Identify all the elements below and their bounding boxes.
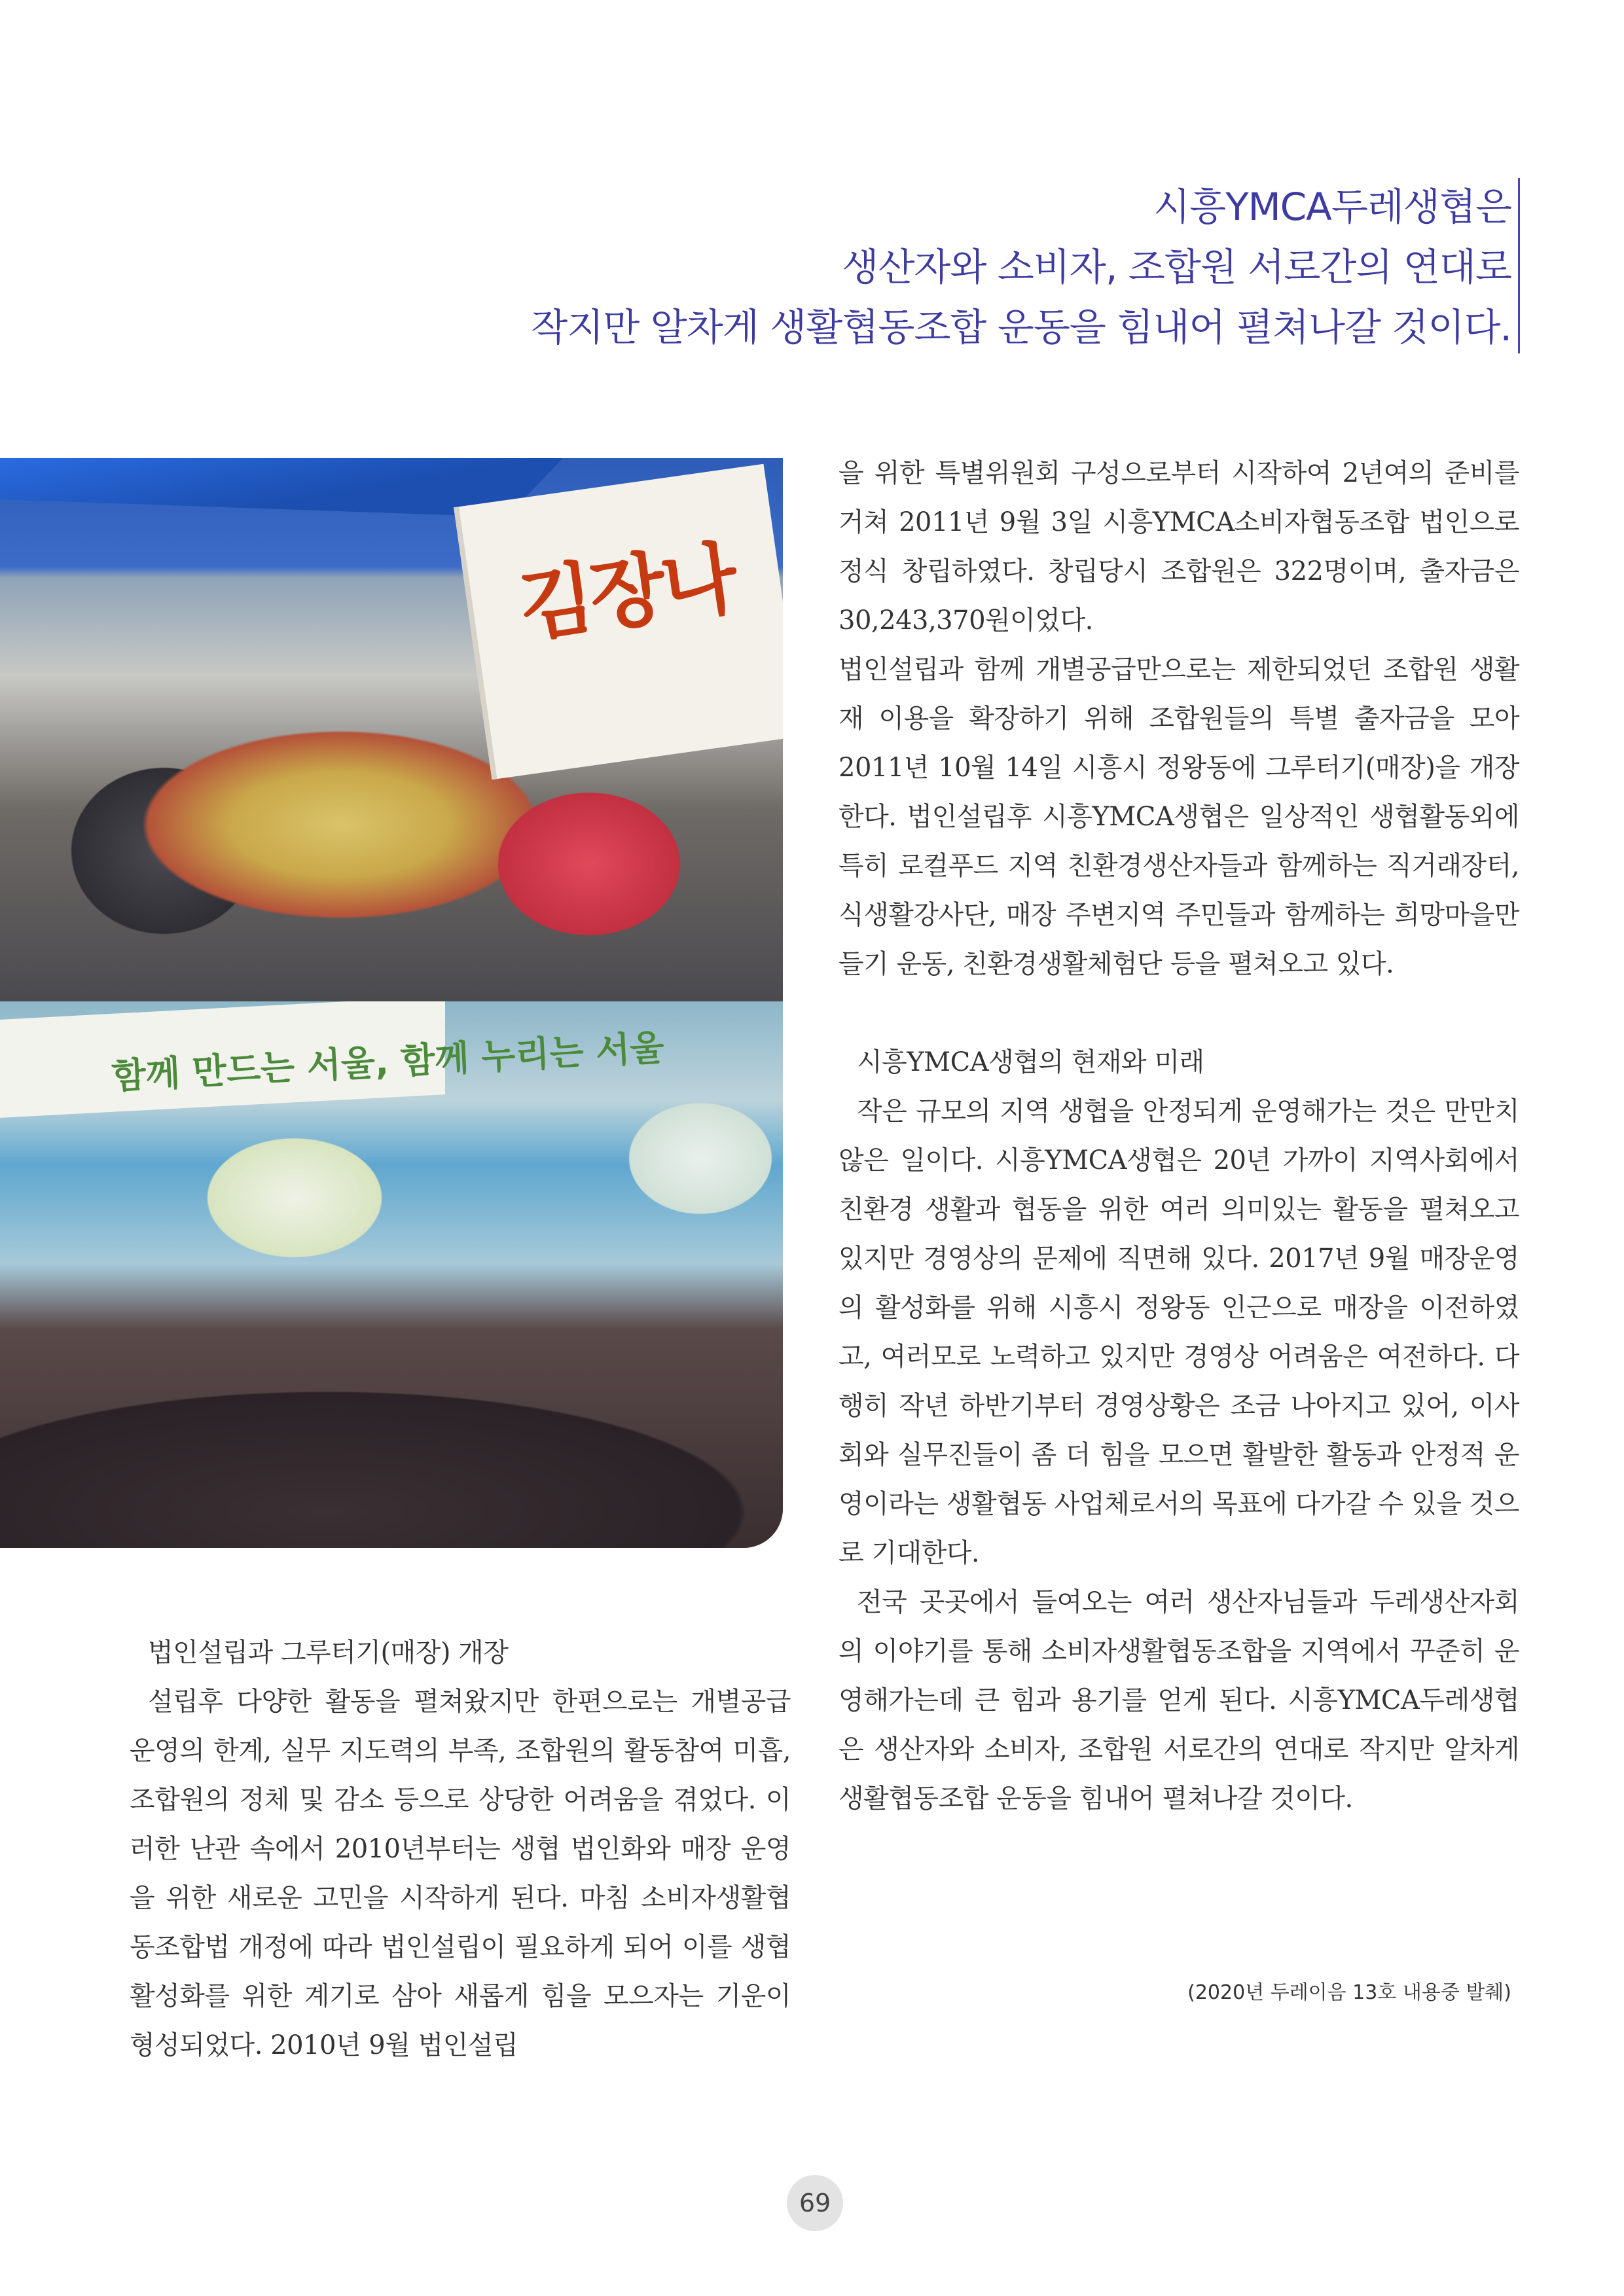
festival-crowd-photo bbox=[0, 1001, 783, 1548]
right-paragraph-4: 전국 곳곳에서 들여오는 여러 생산자님들과 두레생산자회의 이야기를 통해 소비자생활협동조합을 지역에서 꾸준히 운영해가는데 큰 힘과 용기를 얻게 된다. 시흥YMCA두레생협은 생산자와 소비자, 조합원 서로간의 연대로 작지만 알차게 생활협동조합 운동을 힘내어 펼쳐나갈 것이다. bbox=[839, 1587, 1519, 1814]
pull-quote-line-3: 작지만 알차게 생활협동조합 운동을 힘내어 펼쳐나갈 것이다. bbox=[531, 305, 1511, 350]
stage-banner-text: 함께 만드는 서울, 함께 누리는 서울 bbox=[111, 1026, 666, 1098]
paragraph-gap bbox=[839, 989, 1519, 1038]
right-column bbox=[839, 449, 1519, 1823]
pull-quote-rule bbox=[1518, 178, 1520, 353]
pull-quote-line-2: 생산자와 소비자, 조합원 서로간의 연대로 bbox=[842, 245, 1511, 289]
right-paragraph-2: 법인설립과 함께 개별공급만으로는 제한되었던 조합원 생활재 이용을 확장하기 위해 조합원들의 특별 출자금을 모아 2011년 10월 14일 시흥시 정왕동에 그루터기(매장)을 개장한다. 법인설립후 시흥YMCA생협은 일상적인 생협활동외에 특히 로컬푸드 지역 친환경생산자들과 함께하는 직거래장터, 식생활강사단, 매장 주변지역 주민들과 함께하는 희망마을만들기 운동, 친환경생활체험단 등을 펼쳐오고 있다. bbox=[839, 655, 1519, 979]
kimchi-banner-text: 김장나 bbox=[513, 533, 740, 654]
pull-quote bbox=[333, 177, 1511, 357]
source-caption: (2020년 두레이음 13호 내용중 발췌) bbox=[1187, 1981, 1511, 2004]
page-number: 69 bbox=[787, 2175, 843, 2231]
right-paragraph-3: 작은 규모의 지역 생협을 안정되게 운영해가는 것은 만만치 않은 일이다. 시흥YMCA생협은 20년 가까이 지역사회에서 친환경 생활과 협동을 위한 여러 의미있는 활동을 펼쳐오고 있지만 경영상의 문제에 직면해 있다. 2017년 9월 매장운영의 활성화를 위해 시흥시 정왕동 인근으로 매장을 이전하였고, 여러모로 노력하고 있지만 경영상 어려움은 여전하다. 다행히 작년 하반기부터 경영상황은 조금 나아지고 있어, 이사회와 실무진들이 좀 더 힘을 모으면 활발한 활동과 안정적 운영이라는 생활협동 사업체로서의 목표에 다가갈 수 있을 것으로 기대한다. bbox=[839, 1096, 1519, 1568]
right-paragraph-1: 을 위한 특별위원회 구성으로부터 시작하여 2년여의 준비를 거쳐 2011년 9월 3일 시흥YMCA소비자협동조합 법인으로 정식 창립하였다. 창립당시 조합원은 322명이며, 출자금은 30,243,370원이었다. bbox=[839, 458, 1519, 636]
left-column bbox=[130, 1628, 791, 2070]
kimchi-making-photo bbox=[0, 458, 783, 1001]
photo-panel bbox=[0, 458, 783, 1548]
section-heading-incorporation: 법인설립과 그루터기(매장) 개장 bbox=[148, 1638, 509, 1668]
section-heading-present-future: 시흥YMCA생협의 현재와 미래 bbox=[857, 1047, 1204, 1077]
left-paragraph: 설립후 다양한 활동을 펼쳐왔지만 한편으로는 개별공급 운영의 한계, 실무 지도력의 부족, 조합원의 활동참여 미흡, 조합원의 정체 및 감소 등으로 상당한 어려움을 겪었다. 이러한 난관 속에서 2010년부터는 생협 법인화와 매장 운영을 위한 새로운 고민을 시작하게 된다. 마침 소비자생활협동조합법 개정에 따라 법인설립이 필요하게 되어 이를 생협 활성화를 위한 계기로 삼아 새롭게 힘을 모으자는 기운이 형성되었다. 2010년 9월 법인설립 bbox=[130, 1687, 791, 2060]
pull-quote-line-1: 시흥YMCA두레생협은 bbox=[1153, 185, 1511, 229]
